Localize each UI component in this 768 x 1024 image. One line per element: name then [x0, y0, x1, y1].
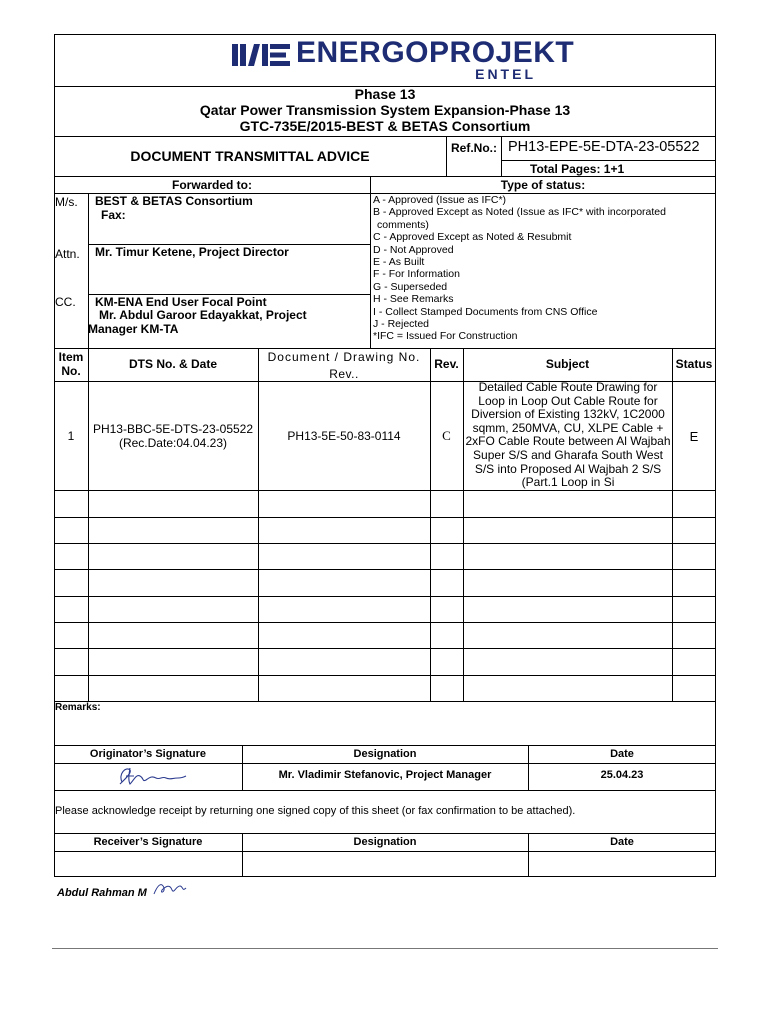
status-heading: Type of status:	[500, 178, 586, 192]
cc-label: CC.	[55, 295, 76, 309]
col-doc-header-2: Rev..	[329, 367, 359, 381]
status-line: J - Rejected	[373, 318, 430, 331]
status-type-list	[373, 194, 666, 343]
originator-designation: Mr. Vladimir Stefanovic, Project Manager	[278, 769, 492, 781]
status-line: I - Collect Stamped Documents from CNS Office	[373, 305, 598, 318]
col-status-header: Status	[675, 357, 713, 371]
row-dts-date: (Rec.Date:04.04.23)	[118, 436, 228, 450]
receiver-designation-header: Designation	[353, 836, 417, 848]
company-name: ENERGOPROJEKT	[296, 36, 575, 69]
status-line: D - Not Approved	[373, 243, 454, 256]
ms-label: M/s.	[55, 195, 78, 209]
initials-signature-icon	[152, 880, 188, 898]
col-item-header-2: No.	[61, 364, 81, 378]
attn-value: Mr. Timur Ketene, Project Director	[95, 245, 289, 259]
row-rev: C	[442, 428, 451, 443]
cc-line-3: Manager KM-TA	[88, 322, 179, 336]
forwarded-heading: Forwarded to:	[172, 178, 252, 192]
col-doc-header: Document / Drawing No.	[267, 350, 421, 364]
fax-label: Fax:	[101, 208, 126, 222]
contract-title: GTC-735E/2015-BEST & BETAS Consortium	[239, 118, 531, 134]
status-line: B - Approved Except as Noted (Issue as IFC* with incorporated	[373, 206, 666, 219]
project-title: Qatar Power Transmission System Expansion-Phase 13	[199, 102, 571, 118]
status-line: F - For Information	[373, 268, 460, 281]
status-line: H - See Remarks	[373, 293, 454, 306]
row-item-no: 1	[67, 429, 75, 443]
originator-designation-header: Designation	[353, 748, 417, 760]
company-subname: ENTEL	[475, 66, 536, 82]
status-line: comments)	[377, 218, 429, 231]
cc-line-2: Mr. Abdul Garoor Edayakkat, Project	[99, 308, 307, 322]
originator-signature-header: Originator’s Signature	[89, 748, 207, 760]
receiver-signature-header: Receiver’s Signature	[93, 836, 203, 848]
col-item-header: Item	[58, 350, 84, 364]
row-subject: Detailed Cable Route Drawing for Loop in Loop Out Cable Route for Diversion of Existing 132kV, 1C2000 sqmm, 250MVA, CU, XLPE Cable + 2xFO Cable Route between Al Wajbah Super S/S and Gharafa South West S/S into Proposed Al Wajbah 2 S/S (Part.1 Loop in Si	[465, 380, 671, 490]
col-rev-header: Rev.	[434, 357, 459, 371]
document-title: DOCUMENT TRANSMITTAL ADVICE	[130, 148, 370, 164]
ms-value: BEST & BETAS Consortium	[95, 194, 253, 208]
total-pages: Total Pages: 1+1	[530, 162, 625, 176]
status-line: E - As Built	[373, 256, 425, 269]
acknowledge-text: Please acknowledge receipt by returning one signed copy of this sheet (or fax confirmation to be attached).	[55, 805, 576, 817]
phase-title: Phase 13	[354, 86, 416, 102]
energoprojekt-logo-icon	[232, 40, 292, 68]
row-dts-no: PH13-BBC-5E-DTS-23-05522	[92, 422, 254, 436]
status-line: G - Superseded	[373, 280, 448, 293]
status-line: C - Approved Except as Noted & Resubmit	[373, 231, 572, 244]
row-doc-no: PH13-5E-50-83-0114	[287, 429, 401, 443]
originator-date-header: Date	[610, 748, 634, 760]
col-dts-header: DTS No. & Date	[128, 357, 217, 371]
footer-name: Abdul Rahman M	[57, 887, 147, 899]
cc-line-1: KM-ENA End User Focal Point	[95, 295, 267, 309]
originator-date: 25.04.23	[600, 769, 644, 781]
receiver-date-header: Date	[610, 836, 634, 848]
status-line: A - Approved (Issue as IFC*)	[373, 194, 507, 206]
row-status: E	[689, 429, 699, 444]
bottom-divider	[52, 948, 718, 949]
ref-label: Ref.No.:	[451, 141, 497, 155]
attn-label: Attn.	[55, 247, 80, 261]
company-logo	[232, 36, 575, 84]
status-line: *IFC = Issued For Construction	[373, 330, 518, 343]
col-subject-header: Subject	[545, 357, 590, 371]
ref-number: PH13-EPE-5E-DTA-23-05522	[508, 139, 700, 155]
originator-signature-icon	[112, 764, 188, 790]
remarks-label: Remarks:	[55, 702, 101, 713]
